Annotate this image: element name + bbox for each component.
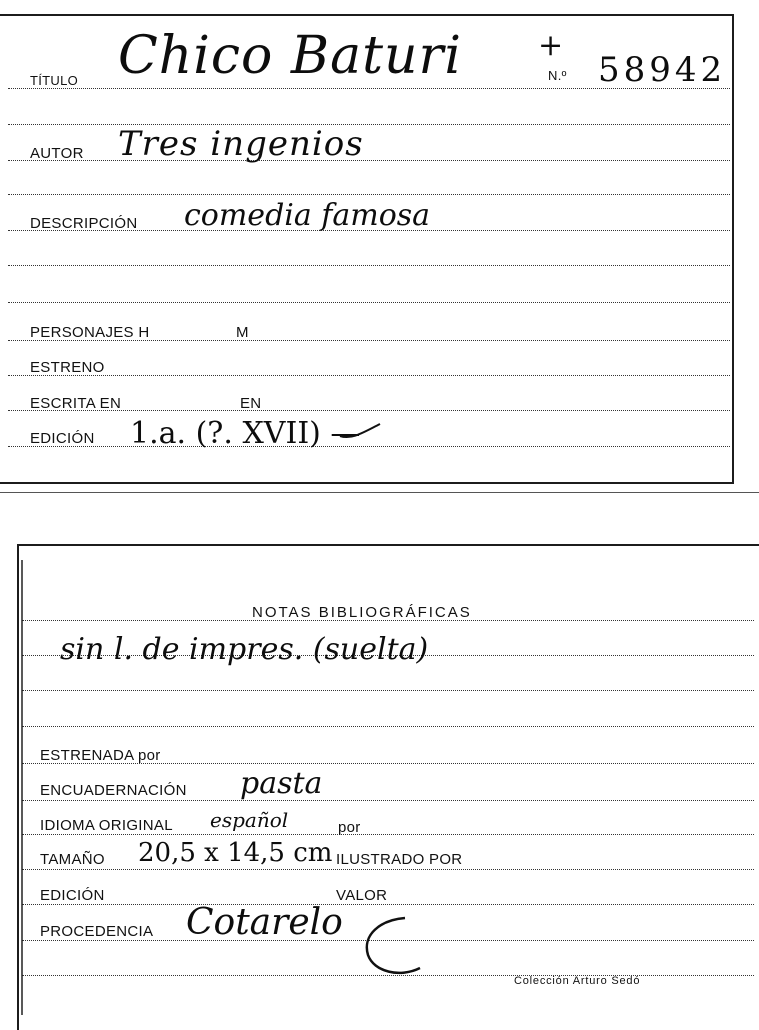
por-label: por [338, 819, 361, 836]
encuadernacion-value: pasta [240, 766, 323, 801]
pen-stroke-mark [340, 424, 380, 437]
en-label: EN [240, 395, 262, 412]
edicion-label: EDICIÓN [30, 430, 95, 447]
tamano-label: TAMAÑO [40, 851, 105, 868]
procedencia-label: PROCEDENCIA [40, 923, 154, 940]
idioma-label: IDIOMA ORIGINAL [40, 817, 173, 834]
ilustrado-label: ILUSTRADO POR [336, 851, 463, 868]
hole-punch-mark [367, 918, 420, 973]
autor-label: AUTOR [30, 145, 84, 162]
titulo-value: Chico Baturi [118, 26, 462, 86]
coleccion-stamp: Colección Arturo Sedó [514, 975, 641, 987]
notas-value: sin l. de impres. (suelta) [60, 632, 429, 667]
descripcion-label: DESCRIPCIÓN [30, 215, 138, 232]
valor-label: VALOR [336, 887, 388, 904]
cross-mark: + [538, 28, 564, 63]
autor-value: Tres ingenios [118, 124, 364, 164]
edicion-value: 1.a. (?. XVII) — [130, 416, 361, 451]
encuadernacion-label: ENCUADERNACIÓN [40, 782, 187, 799]
numero-label: N.º [548, 68, 567, 83]
escrita-label: ESCRITA EN [30, 395, 122, 412]
personajes-label: PERSONAJES H [30, 324, 150, 341]
numero-value: 58942 [598, 50, 727, 90]
edicion-label-back: EDICIÓN [40, 887, 105, 904]
tamano-value: 20,5 x 14,5 cm [138, 838, 333, 868]
estrenada-label: ESTRENADA por [40, 747, 161, 764]
descripcion-value: comedia famosa [184, 198, 431, 233]
idioma-value: español [210, 808, 289, 832]
personajes-m-label: M [236, 324, 249, 341]
notas-title: NOTAS BIBLIOGRÁFICAS [252, 604, 472, 621]
procedencia-value: Cotarelo [186, 902, 343, 943]
estreno-label: ESTRENO [30, 359, 105, 376]
titulo-label: TÍTULO [30, 73, 79, 88]
